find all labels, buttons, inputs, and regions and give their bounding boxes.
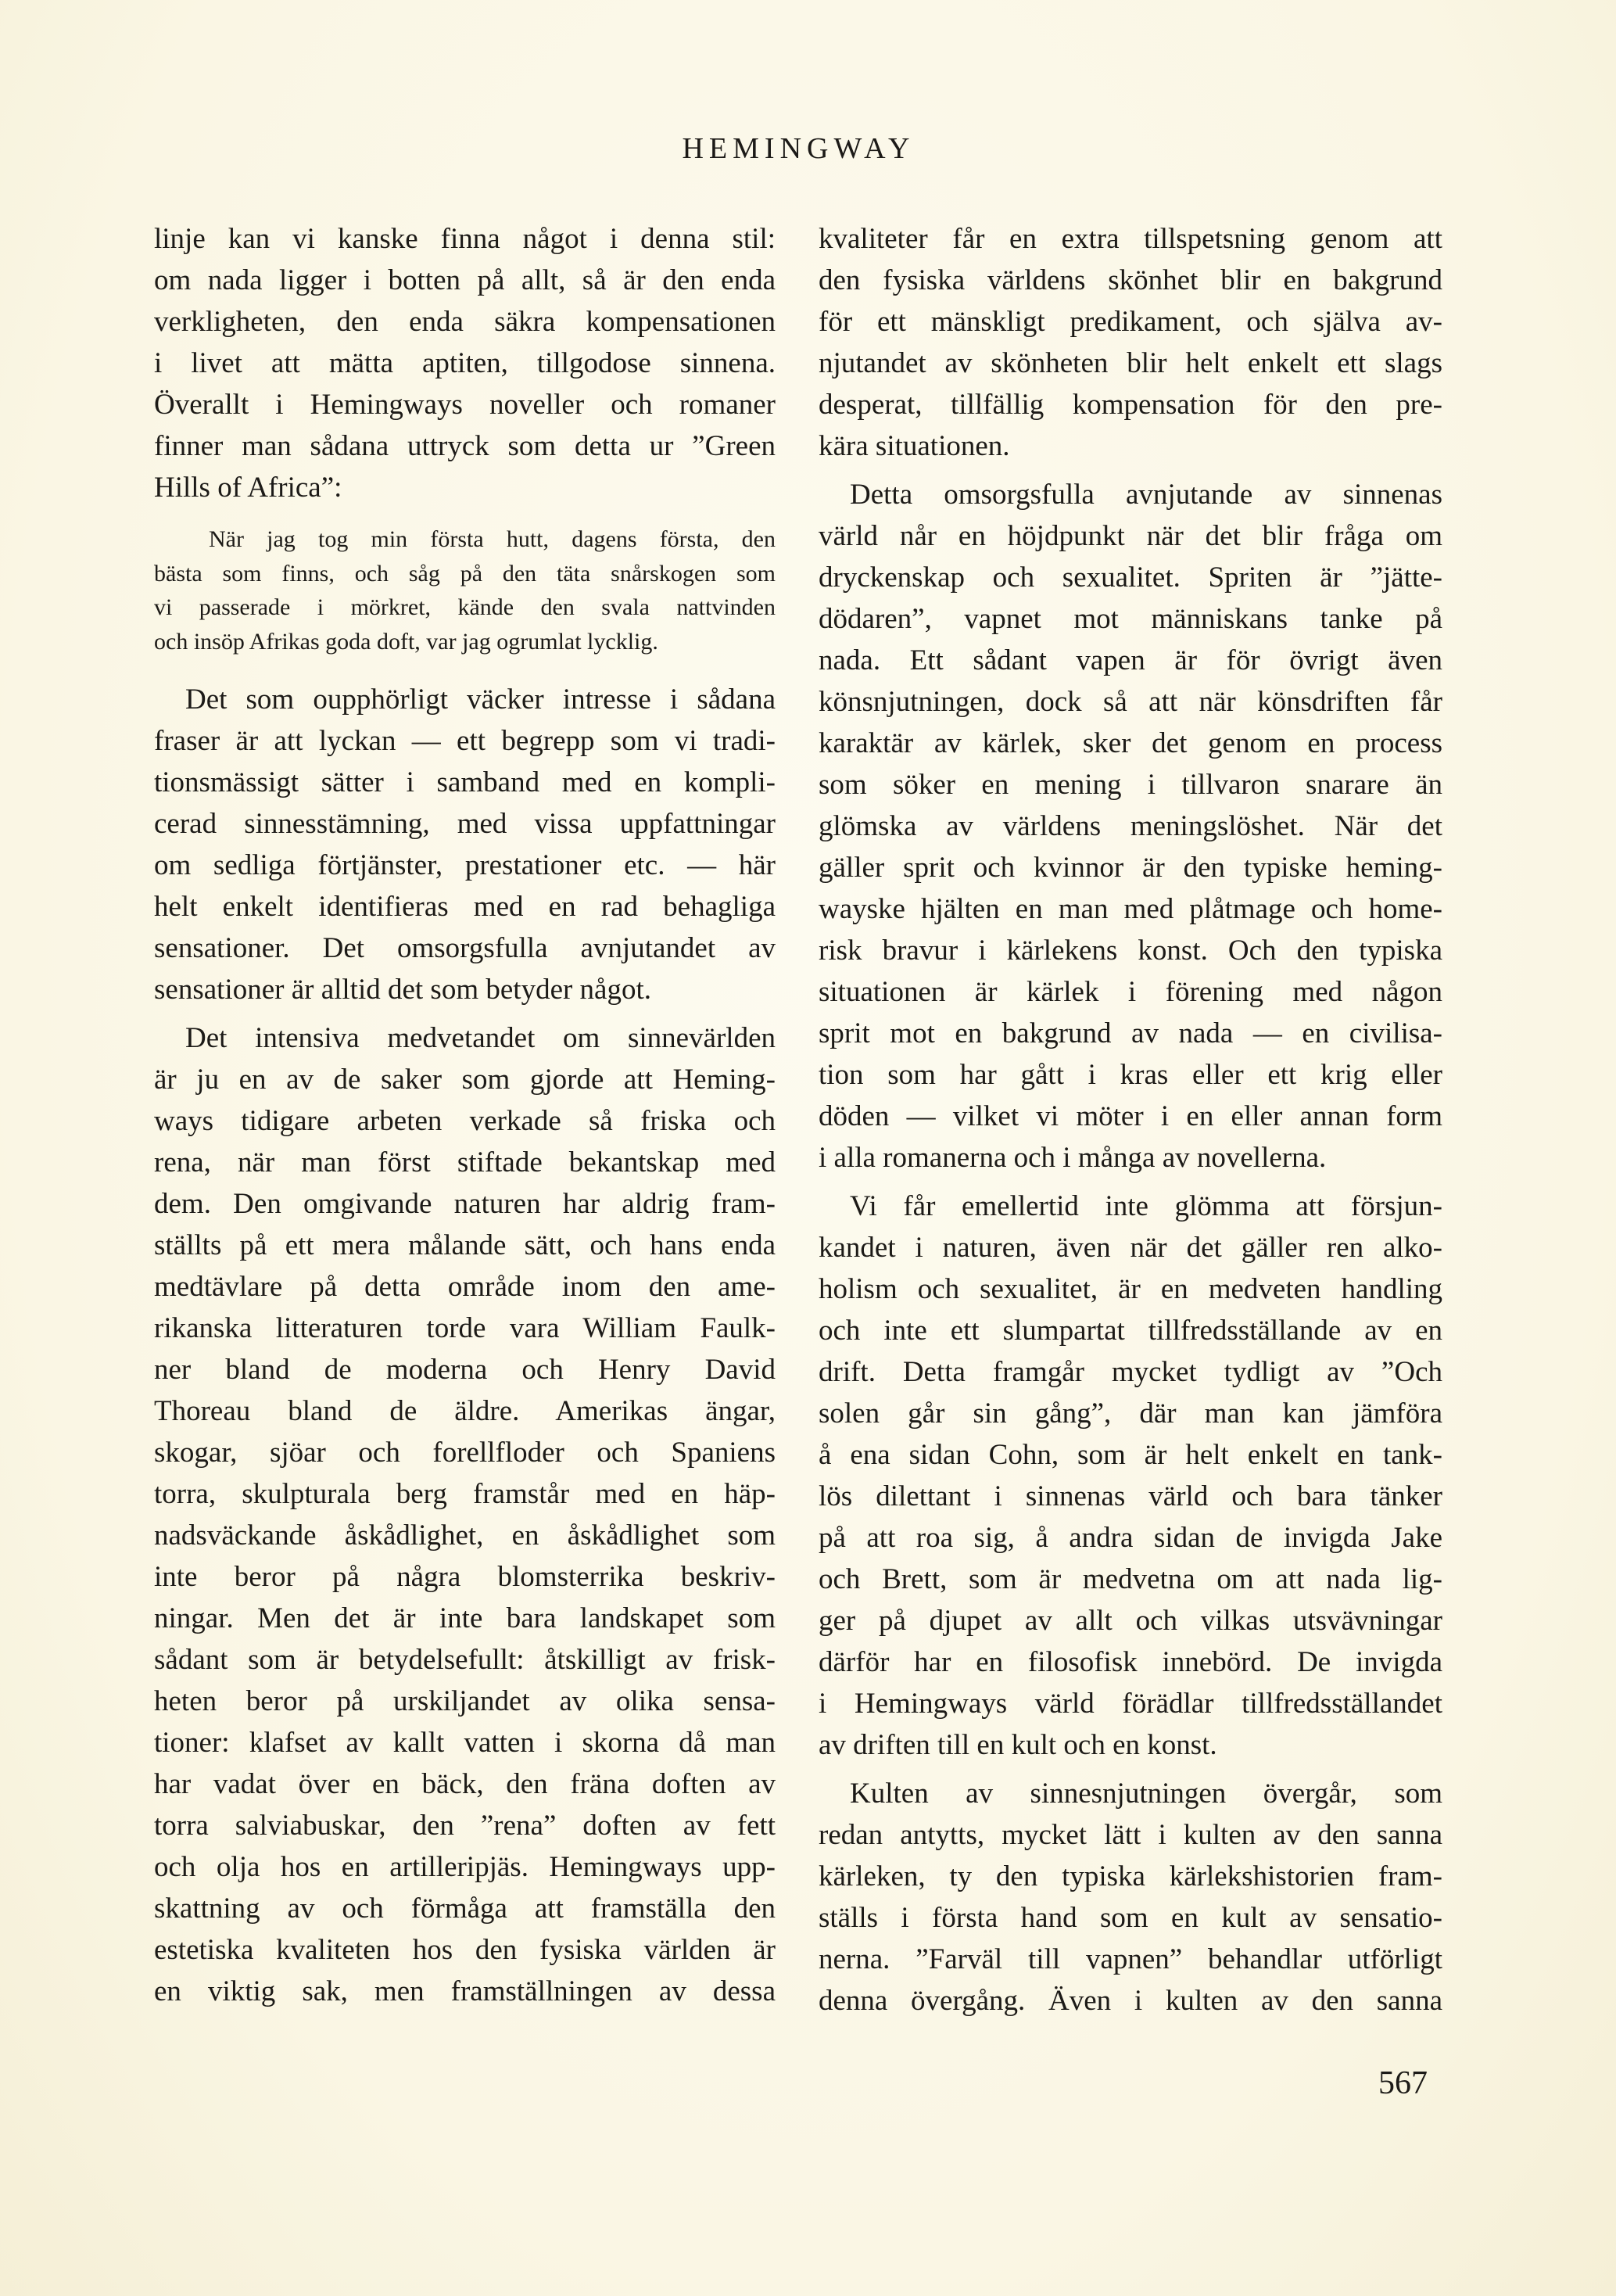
left-column <box>154 218 776 2019</box>
text-line: estetiska kvaliteten hos den fysiska världen är <box>154 1934 776 1966</box>
text-line: kära situationen. <box>819 430 1010 462</box>
text-line: situationen är kärlek i förening med någon <box>819 976 1442 1008</box>
text-line: kärleken, ty den typiska kärlekshistorien fram- <box>819 1860 1442 1892</box>
text-line: sensationer. Det omsorgsfulla avnjutandet av <box>154 932 776 964</box>
text-line: Hills of Africa”: <box>154 472 342 504</box>
text-line: redan antytts, mycket lätt i kulten av den sanna <box>819 1819 1442 1851</box>
text-line: dryckenskap och sexualitet. Spriten är ”jätte- <box>819 561 1442 594</box>
text-line: värld når en höjdpunkt när det blir fråga om <box>819 520 1442 552</box>
text-line: könsnjutningen, dock så att när könsdriften får <box>819 686 1442 718</box>
text-line: njutandet av skönheten blir helt enkelt ett slags <box>819 347 1442 379</box>
text-line: denna övergång. Även i kulten av den sanna <box>819 1985 1442 2017</box>
text-line: ner bland de moderna och Henry David <box>154 1354 776 1386</box>
paragraph <box>154 218 776 508</box>
text-line: sådant som är betydelsefullt: åtskilligt av frisk- <box>154 1644 776 1676</box>
text-line: kvaliteter får en extra tillspetsning genom att <box>819 223 1442 255</box>
text-line: om sedliga förtjänster, prestationer etc. — här <box>154 849 776 881</box>
text-line: å ena sidan Cohn, som är helt enkelt en tank- <box>819 1439 1442 1471</box>
text-line: vi passerade i mörkret, kände den svala nattvinden <box>154 594 776 620</box>
text-line: risk bravur i kärlekens konst. Och den typiska <box>819 935 1442 967</box>
text-line: torra salviabuskar, den ”rena” doften av fett <box>154 1810 776 1842</box>
text-line: heten beror på urskiljandet av olika sensa- <box>154 1685 776 1717</box>
text-line: linje kan vi kanske finna något i denna stil: <box>154 223 776 255</box>
text-line: gäller sprit och kvinnor är den typiske heming- <box>819 852 1442 884</box>
right-column <box>819 218 1442 2029</box>
paragraph <box>819 474 1442 1178</box>
text-line: skogar, sjöar och forellfloder och Spaniens <box>154 1437 776 1469</box>
text-line: Vi får emellertid inte glömma att försjun- <box>850 1190 1442 1222</box>
text-line: döden — vilket vi möter i en eller annan form <box>819 1100 1442 1132</box>
paragraph <box>819 218 1442 467</box>
text-line: om nada ligger i botten på allt, så är den enda <box>154 264 776 296</box>
text-line: ställs i första hand som en kult av sensatio- <box>819 1902 1442 1934</box>
text-line: rena, när man först stiftade bekantskap med <box>154 1146 776 1178</box>
text-line: ways tidigare arbeten verkade så friska och <box>154 1105 776 1137</box>
text-line: desperat, tillfällig kompensation för den pre- <box>819 389 1442 421</box>
text-line: och Brett, som är medvetna om att nada lig- <box>819 1563 1442 1595</box>
text-line: Detta omsorgsfulla avnjutande av sinnenas <box>850 479 1442 511</box>
text-line: Thoreau bland de äldre. Amerikas ängar, <box>154 1395 776 1427</box>
text-line: tionsmässigt sätter i samband med en kompli- <box>154 766 776 798</box>
text-line: Det intensiva medvetandet om sinnevärlden <box>185 1022 776 1054</box>
text-line: tioner: klafset av kallt vatten i skorna då man <box>154 1727 776 1759</box>
text-line: solen går sin gång”, där man kan jämföra <box>819 1397 1442 1430</box>
text-line: på att roa sig, å andra sidan de invigda Jake <box>819 1522 1442 1554</box>
page-number: 567 <box>1378 2065 1428 2101</box>
text-line: för ett mänskligt predikament, och själva av- <box>819 306 1442 338</box>
text-line: Överallt i Hemingways noveller och romaner <box>154 389 776 421</box>
text-line: dödaren”, vapnet mot människans tanke på <box>819 603 1442 635</box>
text-line: verkligheten, den enda säkra kompensationen <box>154 306 776 338</box>
text-line: sprit mot en bakgrund av nada — en civilisa- <box>819 1017 1442 1049</box>
text-line: i livet att mätta aptiten, tillgodose sinnena. <box>154 347 776 379</box>
text-line: därför har en filosofisk innebörd. De invigda <box>819 1646 1442 1678</box>
text-line: ningar. Men det är inte bara landskapet som <box>154 1602 776 1634</box>
text-line: kandet i naturen, även när det gäller ren alko- <box>819 1232 1442 1264</box>
text-line: drift. Detta framgår mycket tydligt av ”Och <box>819 1356 1442 1388</box>
paragraph <box>154 679 776 1010</box>
text-line: Det som oupphörligt väcker intresse i sådana <box>185 683 776 716</box>
text-line: Kulten av sinnesnjutningen övergår, som <box>850 1778 1442 1810</box>
paragraph <box>154 1017 776 2012</box>
text-line: och insöp Afrikas goda doft, var jag ogrumlat lycklig. <box>154 628 658 655</box>
text-line: nerna. ”Farväl till vapnen” behandlar utförligt <box>819 1943 1442 1975</box>
text-line: wayske hjälten en man med plåtmage och home- <box>819 893 1442 925</box>
text-line: holism och sexualitet, är en medveten handling <box>819 1273 1442 1305</box>
paragraph <box>819 1773 1442 2022</box>
text-line: av driften till en kult och en konst. <box>819 1729 1217 1761</box>
text-line: sensationer är alltid det som betyder något. <box>154 974 652 1006</box>
text-line: tion som har gått i kras eller ett krig eller <box>819 1059 1442 1091</box>
text-line: helt enkelt identifieras med en rad behagliga <box>154 891 776 923</box>
paragraph <box>819 1186 1442 1766</box>
text-line: fraser är att lyckan — ett begrepp som vi tradi- <box>154 725 776 757</box>
text-line: finner man sådana uttryck som detta ur ”Green <box>154 430 776 462</box>
text-line: nada. Ett sådant vapen är för övrigt även <box>819 644 1442 676</box>
text-line: karaktär av kärlek, sker det genom en process <box>819 727 1442 759</box>
text-line: skattning av och förmåga att framställa den <box>154 1892 776 1925</box>
text-line: i alla romanerna och i många av novellerna. <box>819 1142 1327 1174</box>
text-line: cerad sinnesstämning, med vissa uppfattningar <box>154 808 776 840</box>
running-title: HEMINGWAY <box>682 132 915 165</box>
text-line: ger på djupet av allt och vilkas utsvävningar <box>819 1605 1442 1637</box>
text-line: dem. Den omgivande naturen har aldrig fram- <box>154 1188 776 1220</box>
text-line: den fysiska världens skönhet blir en bakgrund <box>819 264 1442 296</box>
text-line: bästa som finns, och såg på den täta snårskogen som <box>154 560 776 587</box>
text-line: ställts på ett mera målande sätt, och hans enda <box>154 1229 776 1261</box>
text-line: är ju en av de saker som gjorde att Heming- <box>154 1064 776 1096</box>
text-line: lös dilettant i sinnenas värld och bara tänker <box>819 1480 1442 1512</box>
text-line: och olja hos en artilleripjäs. Hemingways upp- <box>154 1851 776 1883</box>
text-line: och inte ett slumpartat tillfredsställande av en <box>819 1315 1442 1347</box>
text-line: rikanska litteraturen torde vara William Faulk- <box>154 1312 776 1344</box>
running-head <box>0 131 1616 166</box>
text-line: som söker en mening i tillvaron snarare än <box>819 769 1442 801</box>
text-line: har vadat över en bäck, den fräna doften av <box>154 1768 776 1800</box>
text-line: torra, skulpturala berg framstår med en häp- <box>154 1478 776 1510</box>
text-line: nadsväckande åskådlighet, en åskådlighet som <box>154 1519 776 1552</box>
block-quote <box>154 522 776 658</box>
text-line: glömska av världens meningslöshet. När det <box>819 810 1442 842</box>
text-line: När jag tog min första hutt, dagens första, den <box>209 526 776 552</box>
text-line: en viktig sak, men framställningen av dessa <box>154 1975 776 2007</box>
text-line: i Hemingways värld förädlar tillfredsställandet <box>819 1688 1442 1720</box>
text-line: medtävlare på detta område inom den ame- <box>154 1271 776 1303</box>
text-line: inte beror på några blomsterrika beskriv- <box>154 1561 776 1593</box>
